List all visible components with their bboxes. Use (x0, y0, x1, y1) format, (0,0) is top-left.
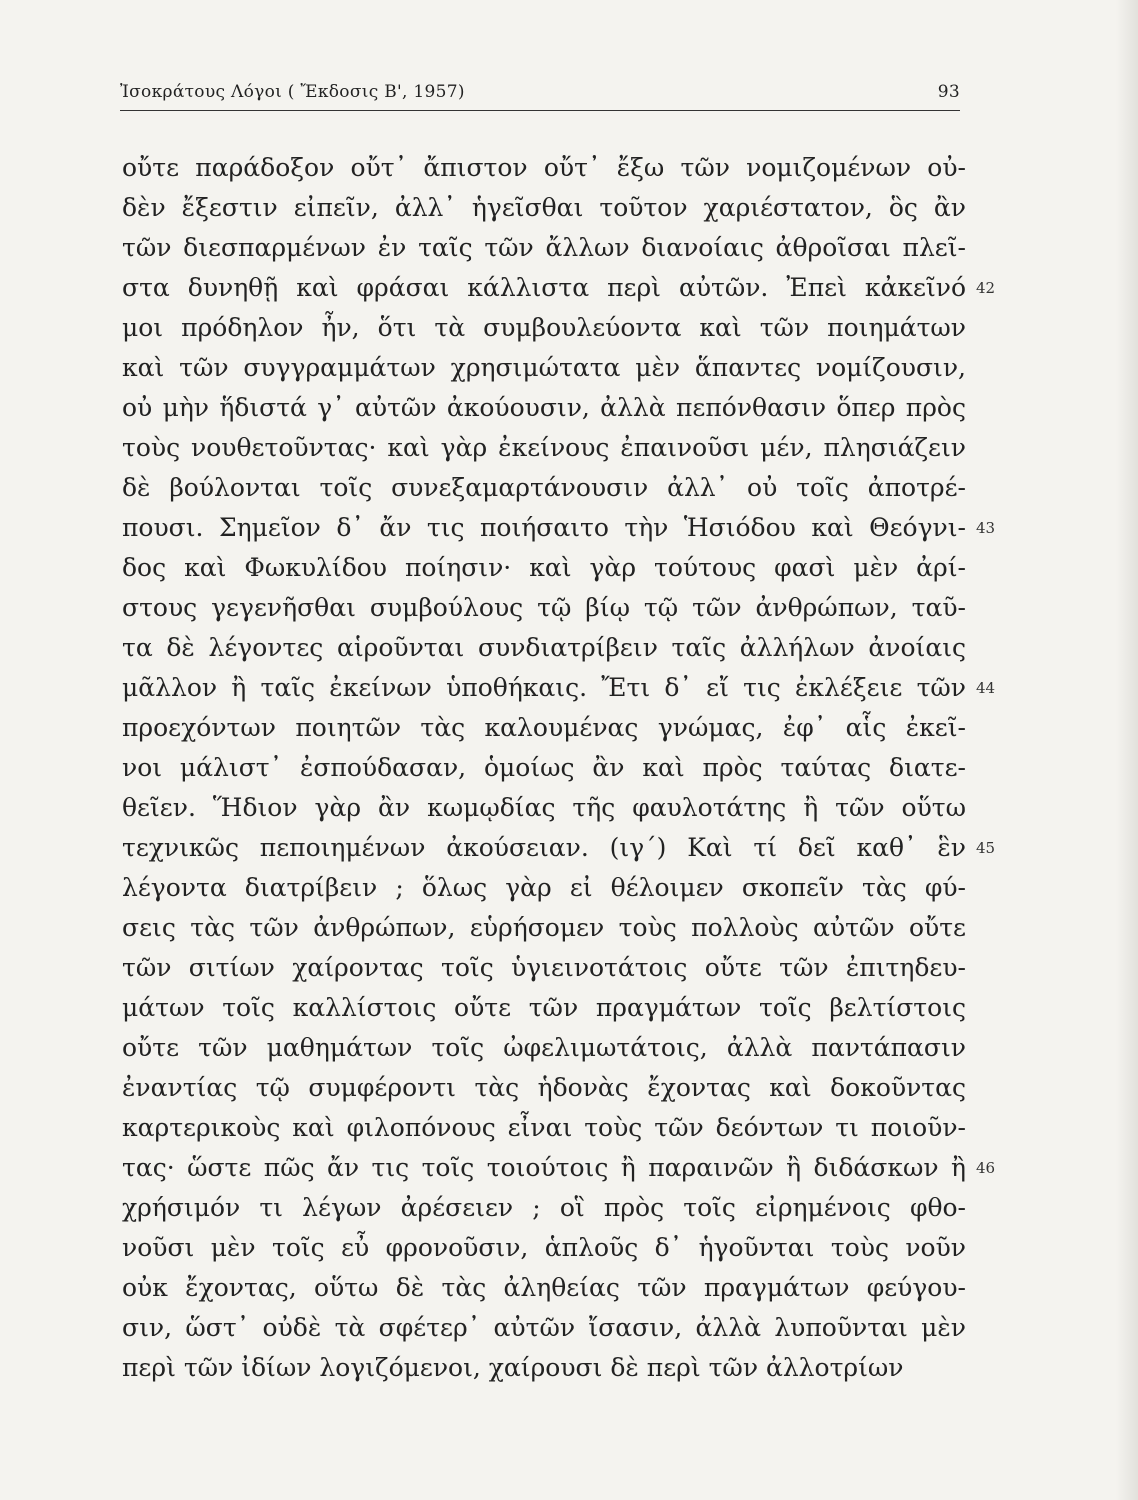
text-line (122, 1348, 966, 1388)
text-line-content: δὲν ἔξεστιν εἰπεῖν, ἀλλ᾽ ἡγεῖσθαι τοῦτον χαριέστατον, ὃς ἂν (122, 193, 966, 222)
text-line (122, 388, 966, 428)
text-line (122, 508, 996, 548)
text-line-content: τοὺς νουθετοῦντας· καὶ γὰρ ἐκείνους ἐπαινοῦσι μέν, πλησιάζειν (122, 433, 966, 462)
text-line-content: δὲ βούλονται τοῖς συνεξαμαρτάνουσιν ἀλλ᾽ οὐ τοῖς ἀποτρέ- (122, 473, 966, 502)
text-line-content: στους γεγενῆσθαι συμβούλους τῷ βίῳ τῷ τῶν ἀνθρώπων, ταῦ- (122, 593, 966, 622)
text-line (122, 268, 996, 308)
text-line-content: νοι μάλιστ᾽ ἐσπούδασαν, ὁμοίως ἂν καὶ πρὸς ταύτας διατε- (122, 753, 966, 782)
text-line (122, 1068, 966, 1108)
text-line-content: δος καὶ Φωκυλίδου ποίησιν· καὶ γὰρ τούτους φασὶ μὲν ἀρί- (122, 553, 966, 582)
page-number: 93 (937, 82, 960, 102)
text-line-content: ἐναντίας τῷ συμφέροντι τὰς ἡδονὰς ἔχοντας καὶ δοκοῦντας (122, 1073, 966, 1102)
text-line (122, 188, 966, 228)
text-line (122, 1228, 966, 1268)
text-line (122, 148, 966, 188)
page-edge-shadow (1116, 0, 1138, 1500)
text-line-content: οὐκ ἔχοντας, οὕτω δὲ τὰς ἀληθείας τῶν πραγμάτων φεύγου- (122, 1273, 966, 1302)
text-line-content: σεις τὰς τῶν ἀνθρώπων, εὑρήσομεν τοὺς πολλοὺς αὐτῶν οὔτε (122, 913, 966, 942)
text-line-content: θεῖεν. Ἥδιον γὰρ ἂν κωμῳδίας τῆς φαυλοτάτης ἢ τῶν οὕτω (122, 793, 966, 822)
text-line (122, 468, 966, 508)
text-line (122, 948, 966, 988)
text-line-content: μάτων τοῖς καλλίστοις οὔτε τῶν πραγμάτων τοῖς βελτίστοις (122, 993, 966, 1022)
text-line (122, 788, 966, 828)
section-number: 42 (976, 279, 996, 297)
section-number: 43 (976, 519, 996, 537)
text-line-content: νοῦσι μὲν τοῖς εὖ φρονοῦσιν, ἁπλοῦς δ᾽ ἡγοῦνται τοὺς νοῦν (122, 1233, 966, 1262)
text-line-content: χρήσιμόν τι λέγων ἀρέσειεν ; οἳ πρὸς τοῖς εἰρημένοις φθο- (122, 1193, 966, 1222)
text-line (122, 1308, 966, 1348)
text-line-content: καρτερικοὺς καὶ φιλοπόνους εἶναι τοὺς τῶν δεόντων τι ποιοῦν- (122, 1113, 966, 1142)
text-line (122, 1028, 966, 1068)
text-line (122, 668, 996, 708)
text-line (122, 1108, 966, 1148)
text-line (122, 988, 966, 1028)
text-line-content: τῶν σιτίων χαίροντας τοῖς ὑγιεινοτάτοις οὔτε τῶν ἐπιτηδευ- (122, 953, 966, 982)
text-line (122, 228, 966, 268)
text-line (122, 828, 996, 868)
text-line-content: μᾶλλον ἢ ταῖς ἐκείνων ὑποθήκαις. Ἔτι δ᾽ εἴ τις ἐκλέξειε τῶν (122, 673, 966, 702)
running-header (120, 82, 960, 111)
text-line (122, 708, 966, 748)
text-line-content: τεχνικῶς πεποιημένων ἀκούσειαν. (ιγ΄) Καὶ τί δεῖ καθ᾽ ἓν (122, 833, 966, 862)
text-line (122, 868, 966, 908)
text-line-content: τα δὲ λέγοντες αἱροῦνται συνδιατρίβειν ταῖς ἀλλήλων ἀνοίαις (122, 633, 966, 662)
text-line (122, 1188, 966, 1228)
section-number: 44 (976, 679, 996, 697)
text-line (122, 628, 966, 668)
text-line-content: οὐ μὴν ἥδιστά γ᾽ αὐτῶν ἀκούουσιν, ἀλλὰ πεπόνθασιν ὅπερ πρὸς (122, 393, 966, 422)
section-number: 45 (976, 839, 996, 857)
text-line (122, 428, 966, 468)
text-line-content: οὔτε παράδοξον οὔτ᾽ ἄπιστον οὔτ᾽ ἔξω τῶν νομιζομένων οὐ- (122, 153, 966, 182)
text-line-content: λέγοντα διατρίβειν ; ὅλως γὰρ εἰ θέλοιμεν σκοπεῖν τὰς φύ- (122, 873, 966, 902)
text-line-content: τῶν διεσπαρμένων ἐν ταῖς τῶν ἄλλων διανοίαις ἀθροῖσαι πλεῖ- (122, 233, 966, 262)
greek-text-body (122, 148, 996, 1388)
text-line-content: οὔτε τῶν μαθημάτων τοῖς ὠφελιμωτάτοις, ἀλλὰ παντάπασιν (122, 1033, 966, 1062)
text-line (122, 1268, 966, 1308)
text-line (122, 748, 966, 788)
text-line-content: καὶ τῶν συγγραμμάτων χρησιμώτατα μὲν ἅπαντες νομίζουσιν, (122, 353, 966, 382)
text-line-content: προεχόντων ποιητῶν τὰς καλουμένας γνώμας, ἐφ᾽ αἷς ἐκεῖ- (122, 713, 966, 742)
text-line (122, 308, 966, 348)
text-line (122, 348, 966, 388)
section-number: 46 (976, 1159, 996, 1177)
text-line-content: περὶ τῶν ἰδίων λογιζόμενοι, χαίρουσι δὲ περὶ τῶν ἀλλοτρίων (122, 1353, 904, 1382)
text-line (122, 1148, 996, 1188)
text-line-content: στα δυνηθῇ καὶ φράσαι κάλλιστα περὶ αὐτῶν. Ἐπεὶ κἀκεῖνό (122, 273, 966, 302)
running-title: Ἰσοκράτους Λόγοι ( Ἔκδοσις Β', 1957) (120, 82, 465, 102)
text-line-content: σιν, ὥστ᾽ οὐδὲ τὰ σφέτερ᾽ αὐτῶν ἴσασιν, ἀλλὰ λυποῦνται μὲν (122, 1313, 966, 1342)
text-line-content: πουσι. Σημεῖον δ᾽ ἄν τις ποιήσαιτο τὴν Ἡσιόδου καὶ Θεόγνι- (122, 513, 966, 542)
text-line (122, 548, 966, 588)
text-line (122, 908, 966, 948)
text-line-content: μοι πρόδηλον ἦν, ὅτι τὰ συμβουλεύοντα καὶ τῶν ποιημάτων (122, 313, 966, 342)
text-line-content: τας· ὥστε πῶς ἄν τις τοῖς τοιούτοις ἢ παραινῶν ἢ διδάσκων ἢ (122, 1153, 966, 1182)
text-line (122, 588, 966, 628)
